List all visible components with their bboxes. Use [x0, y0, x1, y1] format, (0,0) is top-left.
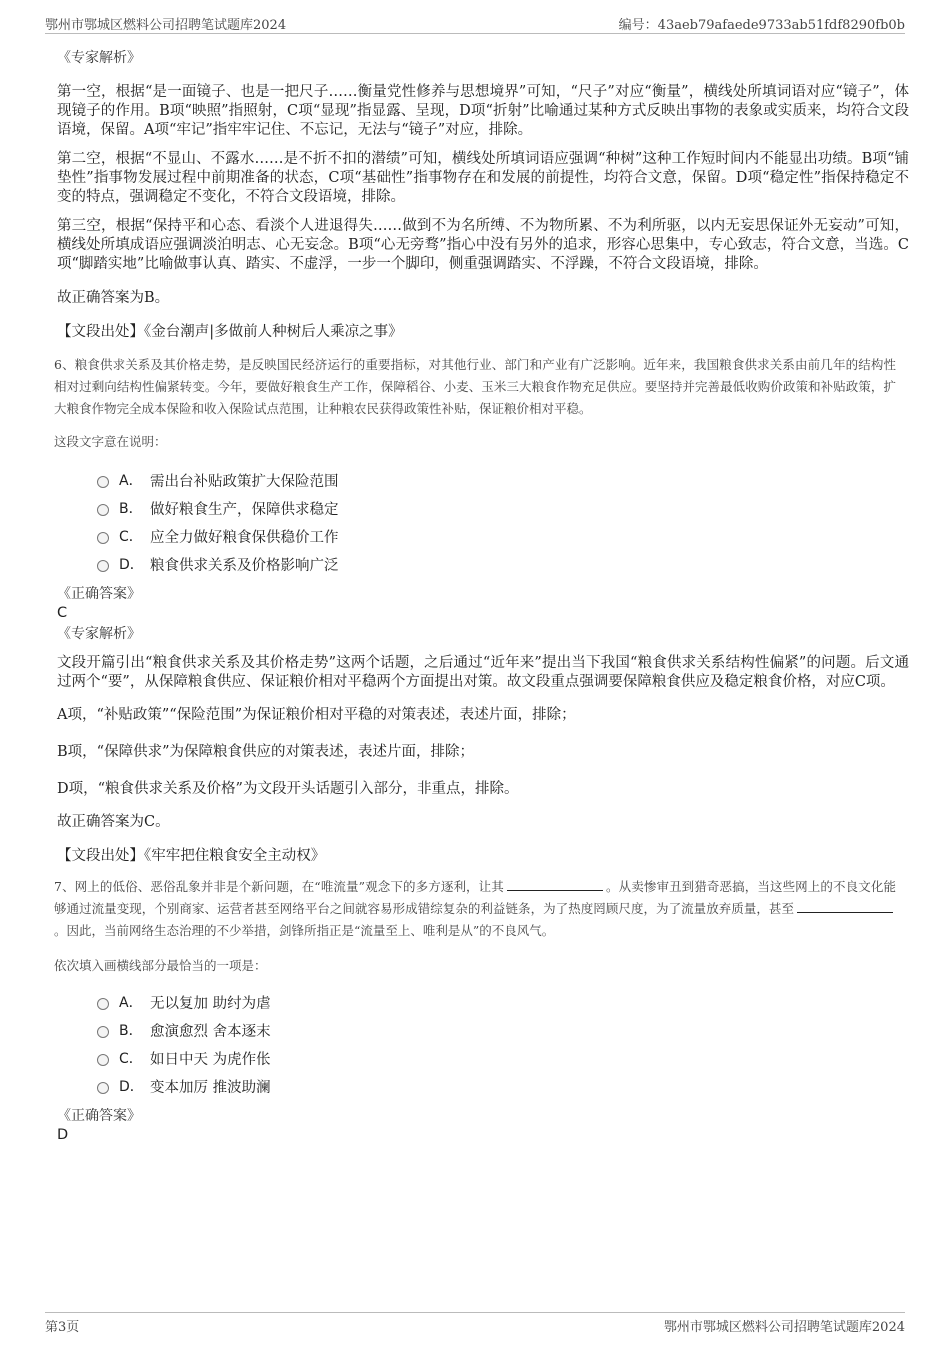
q6-source: 【文段出处】《牢牢把住粮食安全主动权》	[57, 848, 326, 864]
q6-option-b[interactable]	[97, 494, 909, 522]
option-letter: C．	[119, 529, 143, 545]
q5-expert-label: 《专家解析》	[57, 50, 141, 66]
option-letter: C．	[119, 1051, 143, 1067]
q7-blank-1	[507, 879, 603, 891]
q6-answer: C	[57, 605, 68, 621]
q7-blank-2	[797, 901, 893, 913]
q7-answer-label: 《正确答案》	[57, 1108, 141, 1124]
q7-question-part1: 7、网上的低俗、恶俗乱象并非是个新问题，在“唯流量”观念下的多方逐利，让其	[54, 879, 504, 894]
option-letter: D．	[119, 1079, 144, 1095]
page-content	[54, 45, 909, 1144]
option-text: 无以复加 助纣为虐	[150, 995, 271, 1012]
radio-icon[interactable]	[97, 1026, 109, 1038]
q5-explanation-3: 第三空，根据“保持平和心态、看淡个人进退得失……做到不为名所缚、不为物所累、不为利所驱，以内无妄思保证外无妄动”可知，横线处所填成语应强调淡泊明志、心无妄念。B项“心无旁骛”指心中没有另外的追求，形容心思集中，专心致志，符合文意，当选。C项“脚踏实地”比喻做事认真、踏实、不虚浮，一步一个脚印，侧重强调踏实、不浮躁，不符合文段语境，排除。	[57, 218, 909, 272]
option-text: 应全力做好粮食保供稳价工作	[150, 529, 339, 546]
radio-icon[interactable]	[97, 504, 109, 516]
option-letter: A．	[119, 473, 143, 489]
q6-expert-label: 《专家解析》	[57, 626, 141, 642]
q7-answer: D	[57, 1127, 69, 1143]
q7-option-c[interactable]	[97, 1044, 909, 1072]
option-text: 做好粮食生产，保障供求稳定	[150, 501, 339, 518]
option-letter: B．	[119, 501, 143, 517]
q5-answer-statement: 故正确答案为B。	[57, 290, 170, 306]
page-header	[45, 12, 905, 34]
option-text: 粮食供求关系及价格影响广泛	[150, 557, 339, 574]
q7-question	[54, 876, 896, 942]
q6-option-d[interactable]	[97, 550, 909, 578]
q6-option-a[interactable]	[97, 466, 909, 494]
q6-answer-statement: 故正确答案为C。	[57, 814, 170, 830]
q6-prompt: 这段文字意在说明：	[54, 434, 167, 449]
header-title: 鄂州市鄂城区燃料公司招聘笔试题库2024	[45, 18, 287, 33]
q6-question: 6、粮食供求关系及其价格走势，是反映国民经济运行的重要指标，对其他行业、部门和产业有广泛影响。近年来，我国粮食供求关系由前几年的结构性相对过剩向结构性偏紧转变。今年，要做好粮食生产工作，保障稻谷、小麦、玉米三大粮食作物充足供应。要坚持并完善最低收购价政策和补贴政策，扩大粮食作物完全成本保险和收入保险试点范围，让种粮农民获得政策性补贴，保证粮价相对平稳。	[54, 357, 896, 416]
radio-icon[interactable]	[97, 532, 109, 544]
radio-icon[interactable]	[97, 476, 109, 488]
q5-explanation-1: 第一空，根据“是一面镜子、也是一把尺子……衡量党性修养与思想境界”可知，“尺子”对应“衡量”，横线处所填词语对应“镜子”，体现镜子的作用。B项“映照”指照射，C项“显现”指显露、呈现，D项“折射”比喻通过某种方式反映出事物的表象或实质来，均符合文段语境，保留。A项“牢记”指牢牢记住、不忘记，无法与“镜子”对应，排除。	[57, 84, 909, 138]
q7-question-part2: 。从卖惨审丑到猎奇恶搞，当这些网上的不良文化能够通过流量变现，个别商家、运营者甚至网络平台之间就容易形成错综复杂的利益链条，为了热度罔顾尺度，为了流量放弃质量，甚至	[54, 879, 896, 916]
radio-icon[interactable]	[97, 560, 109, 572]
q7-option-d[interactable]	[97, 1072, 909, 1100]
radio-icon[interactable]	[97, 1054, 109, 1066]
q6-explanation-2: A项，“补贴政策”“保险范围”为保证粮价相对平稳的对策表述，表述片面，排除；	[57, 707, 576, 723]
q5-explanation-2: 第二空，根据“不显山、不露水……是不折不扣的潜绩”可知，横线处所填词语应强调“种树”这种工作短时间内不能显出功绩。B项“铺垫性”指事物发展过程中前期准备的状态，C项“基础性”指事物存在和发展的前提性，均符合文意，保留。D项“稳定性”指保持稳定不变的特点，强调稳定不变化，不符合文段语境，排除。	[57, 151, 909, 205]
q6-explanation-4: D项，“粮食供求关系及价格”为文段开头话题引入部分，非重点，排除。	[57, 781, 519, 797]
option-letter: D．	[119, 557, 144, 573]
radio-icon[interactable]	[97, 998, 109, 1010]
q7-prompt: 依次填入画横线部分最恰当的一项是：	[54, 958, 267, 973]
option-text: 需出台补贴政策扩大保险范围	[150, 473, 339, 490]
radio-icon[interactable]	[97, 1082, 109, 1094]
q6-explanation-3: B项，“保障供求”为保障粮食供应的对策表述，表述片面，排除；	[57, 744, 474, 760]
option-text: 愈演愈烈 舍本逐末	[150, 1023, 271, 1040]
header-code: 编号：43aeb79afaede9733ab51fdf8290fb0b	[618, 18, 905, 33]
q5-source: 【文段出处】《金台潮声|多做前人种树后人乘凉之事》	[57, 324, 403, 340]
q6-answer-label: 《正确答案》	[57, 586, 141, 602]
option-letter: A．	[119, 995, 143, 1011]
footer-title: 鄂州市鄂城区燃料公司招聘笔试题库2024	[663, 1320, 905, 1335]
option-text: 如日中天 为虎作伥	[150, 1051, 271, 1068]
q6-options	[97, 466, 909, 578]
page-footer	[45, 1312, 905, 1334]
q7-option-a[interactable]	[97, 988, 909, 1016]
q7-option-b[interactable]	[97, 1016, 909, 1044]
q7-options	[97, 988, 909, 1100]
q6-explanation-1: 文段开篇引出“粮食供求关系及其价格走势”这两个话题，之后通过“近年来”提出当下我国“粮食供求关系结构性偏紧”的问题。后文通过两个“要”，从保障粮食供应、保证粮价相对平稳两个方面提出对策。故文段重点强调要保障粮食供应及稳定粮食价格，对应C项。	[57, 655, 909, 690]
option-text: 变本加厉 推波助澜	[150, 1079, 271, 1096]
q7-question-part3: 。因此，当前网络生态治理的不少举措，剑锋所指正是“流量至上、唯利是从”的不良风气。	[54, 923, 555, 938]
option-letter: B．	[119, 1023, 143, 1039]
footer-page-number: 第3页	[45, 1320, 80, 1335]
q6-option-c[interactable]	[97, 522, 909, 550]
